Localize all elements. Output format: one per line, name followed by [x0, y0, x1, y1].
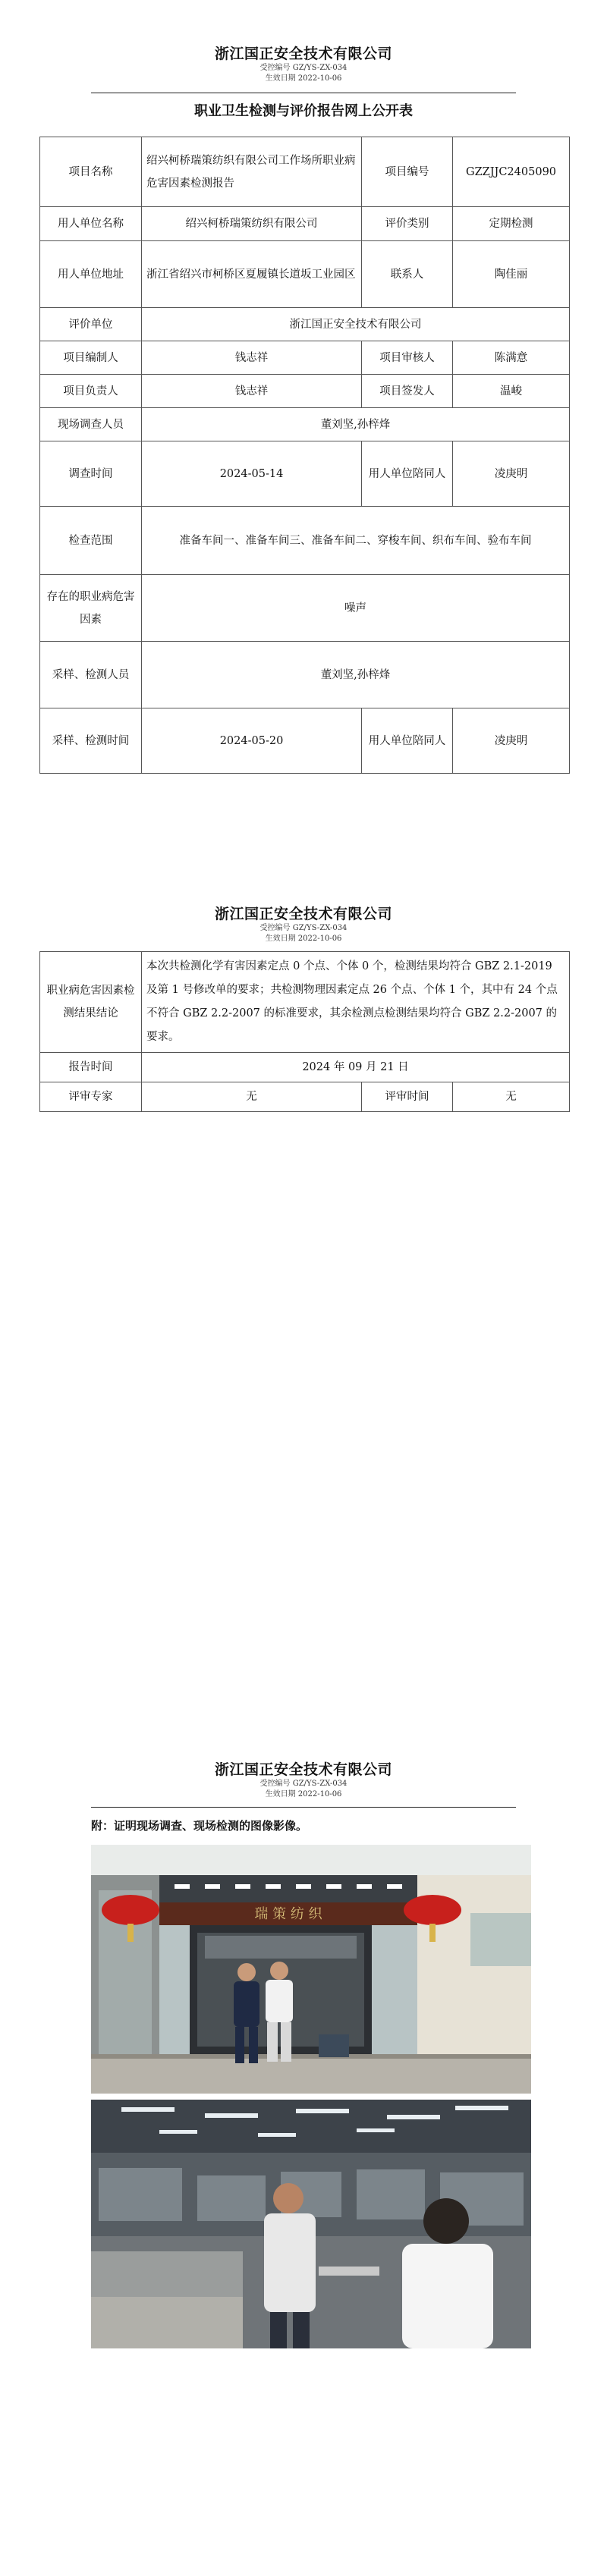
compiler: 钱志祥 [142, 341, 362, 375]
report-time-label: 报告时间 [40, 1053, 142, 1082]
expert: 无 [142, 1082, 362, 1112]
table-row [40, 207, 570, 241]
report-time: 2024 年 09 月 21 日 [142, 1053, 570, 1082]
address: 浙江省绍兴市柯桥区夏履镇长道坂工业园区 [142, 241, 362, 308]
site-survey-photo [91, 1845, 531, 2094]
escort2-label: 用人单位陪同人 [362, 708, 453, 774]
table-row [40, 708, 570, 774]
expert-label: 评审专家 [40, 1082, 142, 1112]
table-row [40, 241, 570, 308]
review-time-label: 评审时间 [362, 1082, 453, 1112]
company-name: 浙江国正安全技术有限公司 [214, 46, 392, 62]
address-label: 用人单位地址 [40, 241, 142, 308]
table-row [40, 308, 570, 341]
effective-date: 生效日期 2022-10-06 [265, 74, 342, 83]
reviewer-label: 项目审核人 [362, 341, 453, 375]
table-row [40, 642, 570, 708]
result-text: 本次共检测化学有害因素定点 0 个点、个体 0 个，检测结果均符合 GBZ 2.1-2019 及第 1 号修改单的要求；共检测物理因素定点 26 个点、个体 1 个，其中有 24 个点不符合 GBZ 2.2-2007 的标准要求，其余检测点检测结果均符合 GBZ 2.2-2007 的要求。 [142, 952, 570, 1053]
doc-code: 受控编号 GZ/YS-ZX-034 [259, 924, 348, 932]
issuer: 温峻 [453, 375, 570, 408]
effective-date: 生效日期 2022-10-06 [265, 935, 342, 943]
leader: 钱志祥 [142, 375, 362, 408]
reviewer: 陈满意 [453, 341, 570, 375]
site-survey-photo-image [91, 1845, 531, 2094]
effective-date: 生效日期 2022-10-06 [265, 1790, 342, 1798]
lantern-right [404, 1895, 461, 1925]
table-row [40, 1053, 570, 1082]
employer-label: 用人单位名称 [40, 207, 142, 241]
evaluator-label: 评价单位 [40, 308, 142, 341]
escort: 凌庚明 [453, 441, 570, 507]
table-row [40, 575, 570, 642]
investigators: 董刘坚,孙梓烽 [142, 408, 570, 441]
leader-label: 项目负责人 [40, 375, 142, 408]
header-rule [91, 1807, 516, 1808]
escort2: 凌庚明 [453, 708, 570, 774]
hazard-label: 存在的职业病危害因素 [40, 575, 142, 642]
survey-time: 2024-05-14 [142, 441, 362, 507]
site-inspection-photo [91, 2100, 531, 2348]
result-label: 职业病危害因素检测结果结论 [40, 952, 142, 1053]
page-title: 职业卫生检测与评价报告网上公开表 [194, 103, 413, 119]
escort-label: 用人单位陪同人 [362, 441, 453, 507]
table-row [40, 137, 570, 207]
company-name: 浙江国正安全技术有限公司 [214, 1761, 392, 1778]
table-row [40, 952, 570, 1053]
site-inspection-photo-image [91, 2100, 531, 2348]
project-name: 绍兴柯桥瑞策纺织有限公司工作场所职业病危害因素检测报告 [142, 137, 362, 207]
doc-code: 受控编号 GZ/YS-ZX-034 [259, 64, 348, 72]
sampler-label: 采样、检测人员 [40, 642, 142, 708]
disclosure-table [39, 137, 570, 774]
table-row [40, 341, 570, 375]
table-row [40, 408, 570, 441]
table-row [40, 375, 570, 408]
eval-type: 定期检测 [453, 207, 570, 241]
sample-time-label: 采样、检测时间 [40, 708, 142, 774]
page-header-3 [0, 1758, 607, 1800]
employer: 绍兴柯桥瑞策纺织有限公司 [142, 207, 362, 241]
eval-type-label: 评价类别 [362, 207, 453, 241]
issuer-label: 项目签发人 [362, 375, 453, 408]
page-header-2 [0, 903, 607, 944]
hazard: 噪声 [142, 575, 570, 642]
page-header [0, 42, 607, 84]
project-name-label: 项目名称 [40, 137, 142, 207]
scope: 准备车间一、准备车间三、准备车间二、穿梭车间、织布车间、验布车间 [142, 507, 570, 575]
samplers: 董刘坚,孙梓烽 [142, 642, 570, 708]
attachment-caption: 附：证明现场调查、现场检测的图像影像。 [91, 1819, 308, 1833]
table-row [40, 507, 570, 575]
lantern-left [102, 1895, 159, 1925]
table-row [40, 441, 570, 507]
result-table [39, 951, 570, 1112]
doc-code: 受控编号 GZ/YS-ZX-034 [259, 1780, 348, 1788]
scope-label: 检查范围 [40, 507, 142, 575]
project-no: GZZJJC2405090 [453, 137, 570, 207]
contact-label: 联系人 [362, 241, 453, 308]
investigator-label: 现场调查人员 [40, 408, 142, 441]
review-time: 无 [453, 1082, 570, 1112]
survey-time-label: 调查时间 [40, 441, 142, 507]
table-row [40, 1082, 570, 1112]
company-name: 浙江国正安全技术有限公司 [214, 906, 392, 922]
contact: 陶佳丽 [453, 241, 570, 308]
evaluator: 浙江国正安全技术有限公司 [142, 308, 570, 341]
company-sign-text: 瑞 策 纺 织 [254, 1906, 322, 1922]
sample-time: 2024-05-20 [142, 708, 362, 774]
compiler-label: 项目编制人 [40, 341, 142, 375]
project-no-label: 项目编号 [362, 137, 453, 207]
